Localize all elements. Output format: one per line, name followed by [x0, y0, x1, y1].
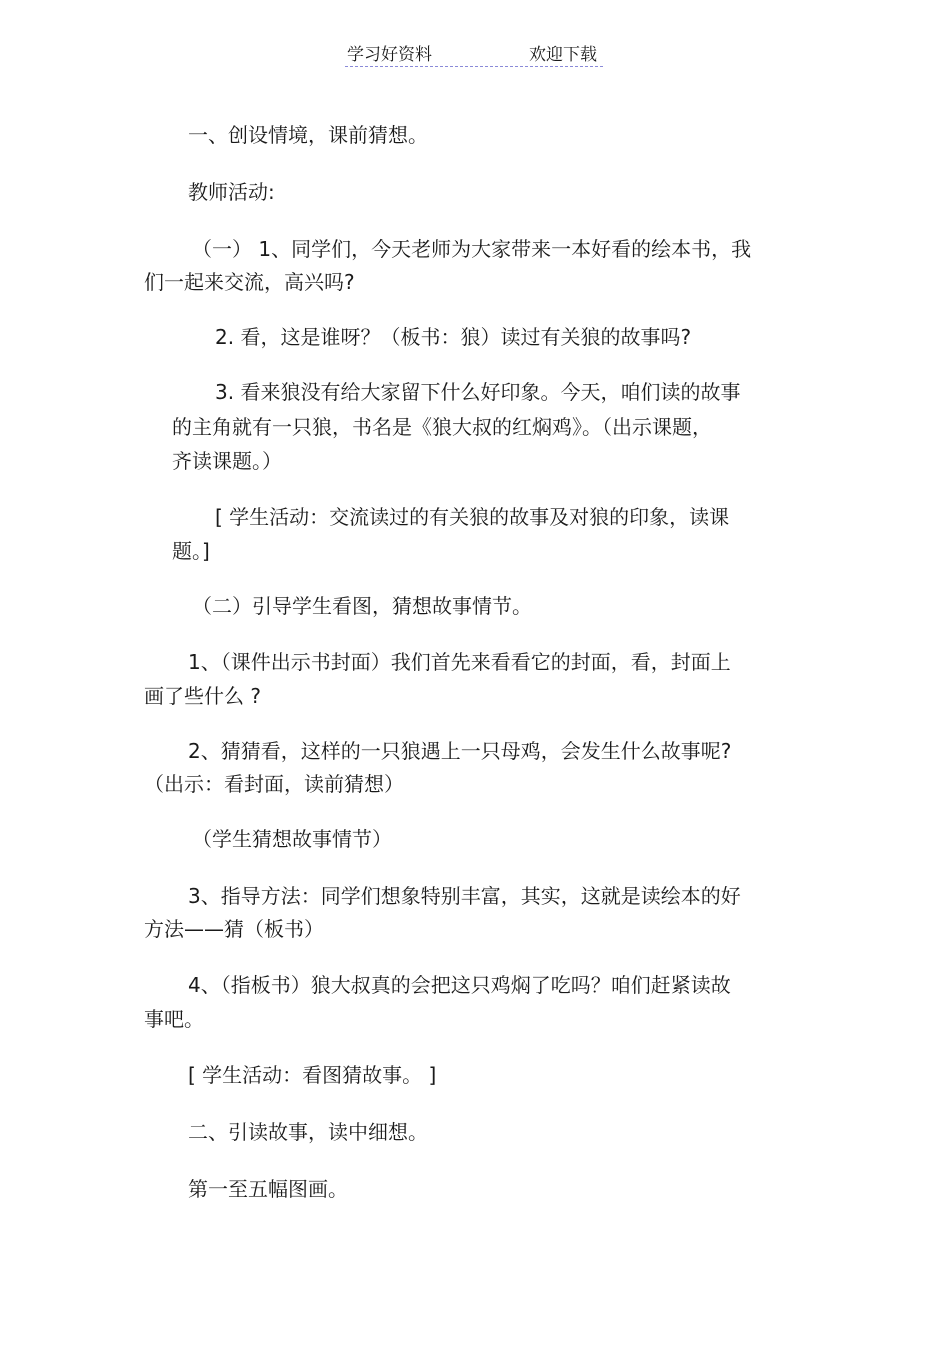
paragraph-line: （出示：看封面，读前猜想） [144, 772, 404, 796]
paragraph-line: 3. 看来狼没有给大家留下什么好印象。今天，咱们读的故事 [215, 380, 741, 404]
section-heading-1: 一、创设情境，课前猜想。 [188, 123, 428, 147]
subsection-heading: （二）引导学生看图，猜想故事情节。 [192, 594, 532, 618]
teacher-activity-label: 教师活动: [188, 180, 275, 204]
paragraph-line: 方法——猜（板书） [144, 917, 324, 941]
paragraph-line: 们一起来交流，高兴吗? [144, 270, 355, 294]
paragraph-line: 2. 看，这是谁呀？（板书：狼）读过有关狼的故事吗? [215, 325, 692, 349]
student-activity-line: [ 学生活动：交流读过的有关狼的故事及对狼的印象，读课 [215, 505, 730, 529]
paragraph-line: 的主角就有一只狼，书名是《狼大叔的红焖鸡》。（出示课题， [172, 415, 712, 439]
student-activity-line: [ 学生活动：看图猜故事。 ] [188, 1063, 437, 1087]
paragraph-line: 3、指导方法：同学们想象特别丰富，其实，这就是读绘本的好 [188, 884, 741, 908]
header-left-text: 学习好资料 [347, 45, 432, 65]
paragraph-line: 画了些什么 ? [144, 684, 261, 708]
paragraph-line: （学生猜想故事情节） [192, 827, 392, 851]
paragraph-line: 事吧。 [144, 1007, 204, 1031]
paragraph-line: 齐读课题。） [172, 449, 282, 473]
paragraph-line: （一） 1、同学们，今天老师为大家带来一本好看的绘本书，我 [192, 237, 752, 261]
section-heading-2: 二、引读故事，读中细想。 [188, 1120, 428, 1144]
paragraph-line: 4、（指板书）狼大叔真的会把这只鸡焖了吃吗？咱们赶紧读故 [188, 973, 731, 997]
page-header [345, 40, 603, 67]
paragraph-line: 2、猜猜看，这样的一只狼遇上一只母鸡，会发生什么故事呢? [188, 739, 732, 763]
student-activity-line: 题。] [172, 539, 210, 563]
paragraph-line: 1、（课件出示书封面）我们首先来看看它的封面，看，封面上 [188, 650, 731, 674]
header-right-text: 欢迎下载 [529, 45, 597, 65]
paragraph-line: 第一至五幅图画。 [188, 1177, 348, 1201]
